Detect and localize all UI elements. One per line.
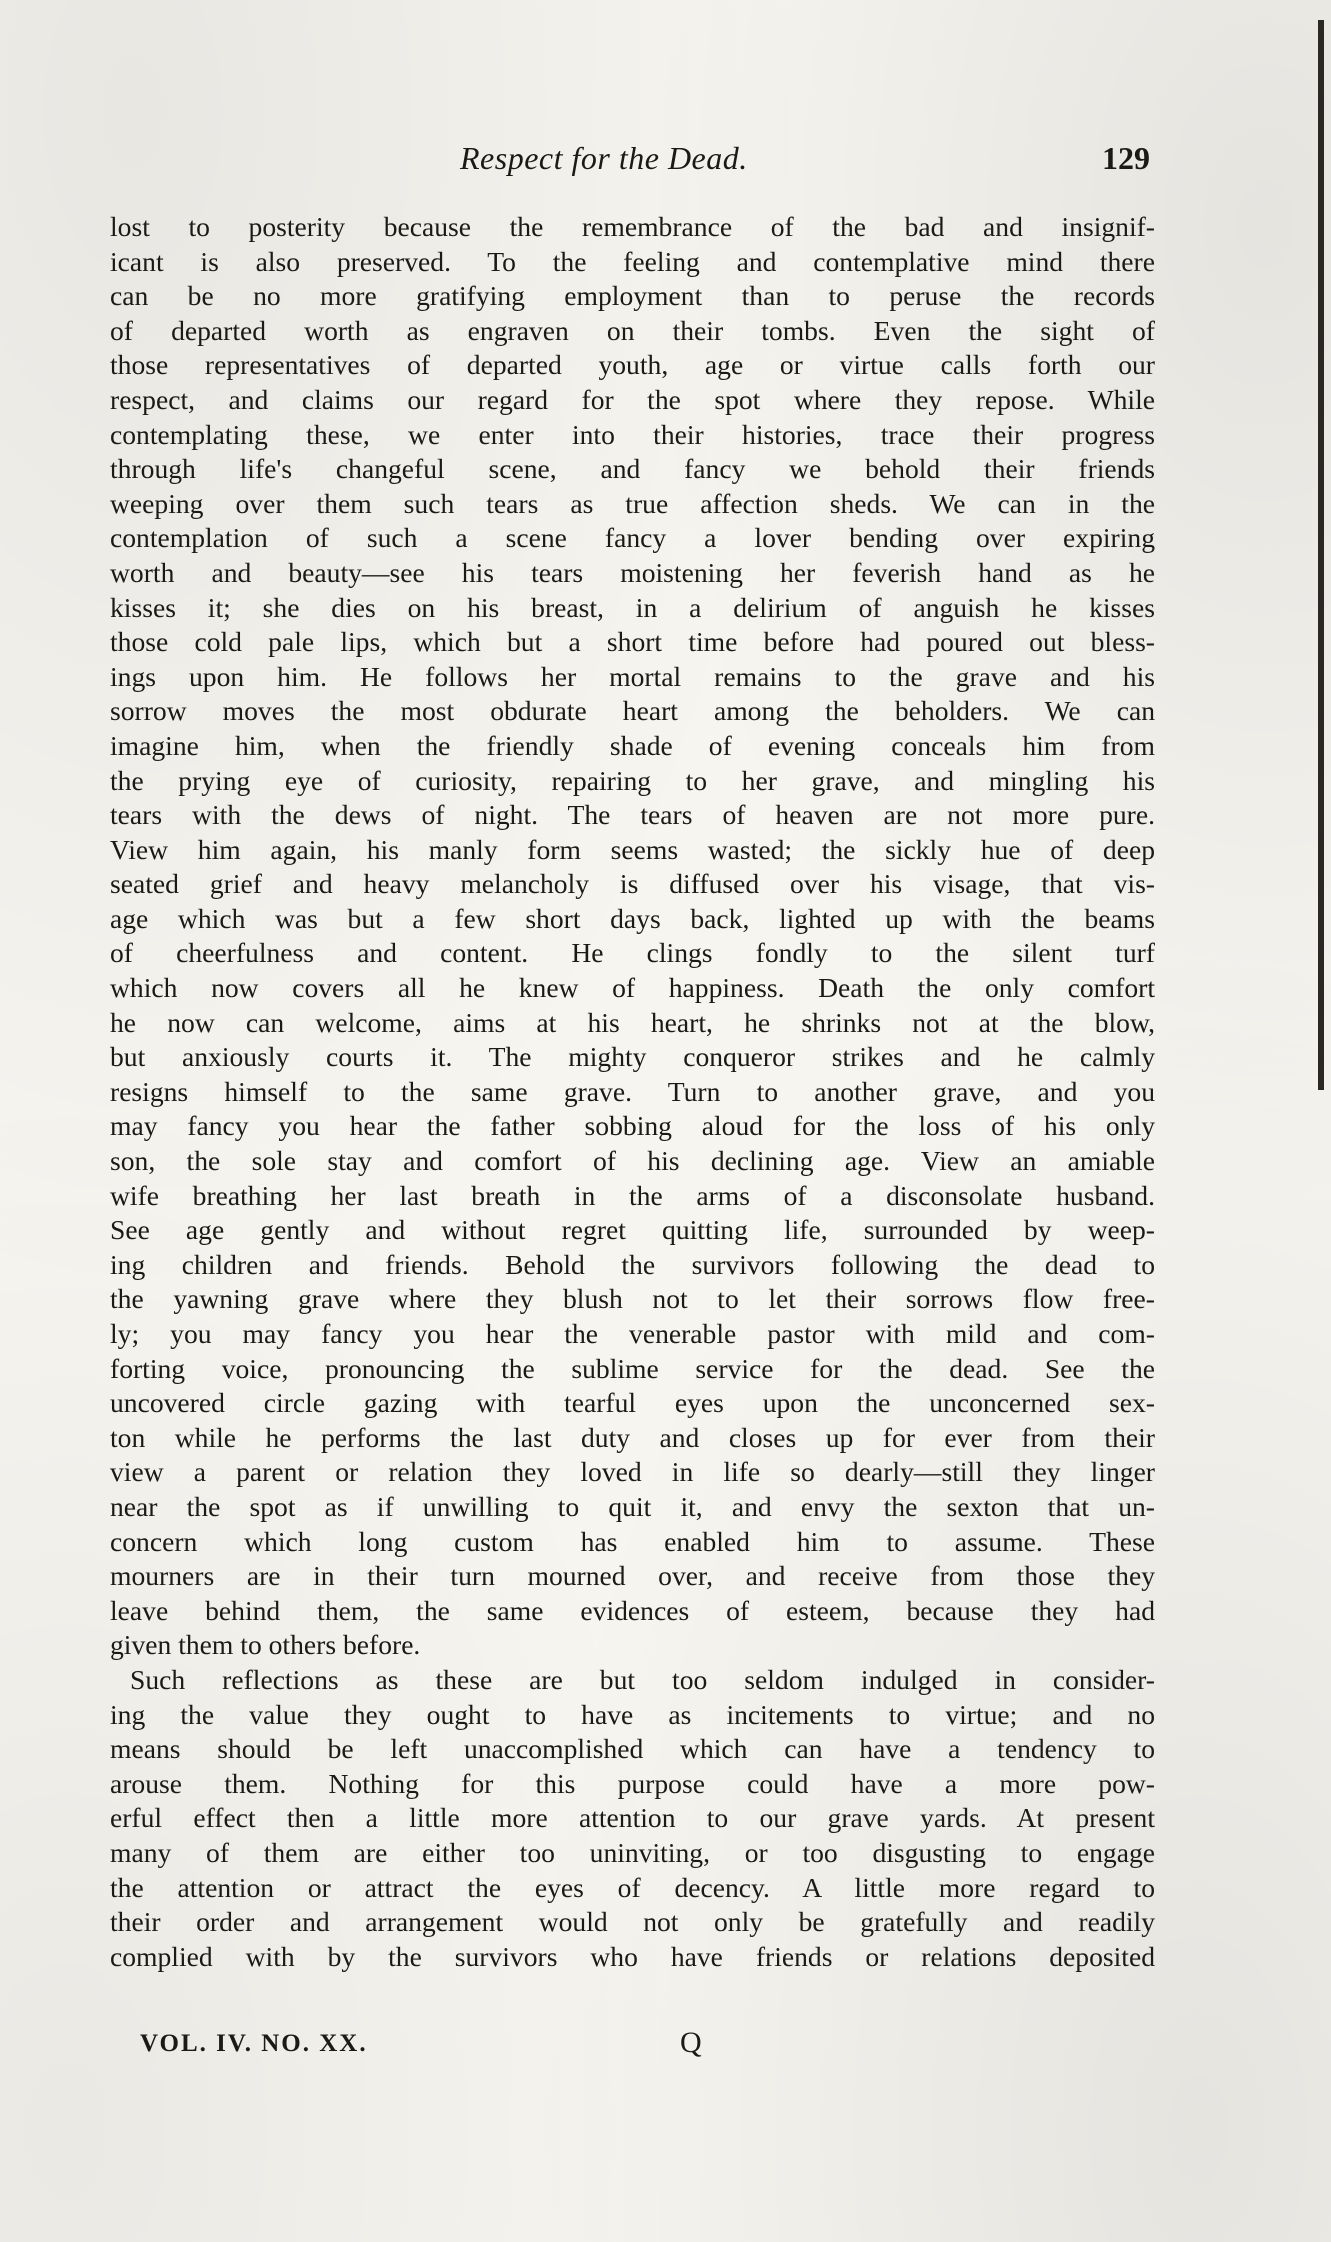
text-line: near the spot as if unwilling to quit it, and envy the sexton that un- bbox=[110, 1490, 1155, 1522]
text-line: weeping over them such tears as true affection sheds. We can in the bbox=[110, 487, 1155, 519]
text-line: worth and beauty—see his tears moistening her feverish hand as he bbox=[110, 556, 1155, 588]
body-text bbox=[110, 210, 1155, 1974]
text-line: their order and arrangement would not only be gratefully and readily bbox=[110, 1906, 1155, 1938]
text-line: the attention or attract the eyes of decency. A little more regard to bbox=[110, 1871, 1155, 1903]
text-line: of departed worth as engraven on their tombs. Even the sight of bbox=[110, 314, 1155, 346]
volume-signature: VOL. IV. NO. XX. bbox=[140, 2030, 368, 2057]
text-line: those representatives of departed youth, age or virtue calls forth our bbox=[110, 349, 1155, 381]
text-line: many of them are either too uninviting, or too disgusting to engage bbox=[110, 1836, 1155, 1868]
text-line: resigns himself to the same grave. Turn to another grave, and you bbox=[110, 1075, 1155, 1107]
text-line: See age gently and without regret quitting life, surrounded by weep- bbox=[110, 1214, 1155, 1246]
text-line: contemplation of such a scene fancy a lover bending over expiring bbox=[110, 522, 1155, 554]
text-line: ing children and friends. Behold the survivors following the dead to bbox=[110, 1248, 1155, 1280]
text-line: ly; you may fancy you hear the venerable pastor with mild and com- bbox=[110, 1318, 1155, 1349]
text-line: mourners are in their turn mourned over, and receive from those they bbox=[110, 1560, 1155, 1592]
text-line: those cold pale lips, which but a short time before had poured out bless- bbox=[110, 626, 1155, 658]
text-line: he now can welcome, aims at his heart, he shrinks not at the blow, bbox=[110, 1006, 1155, 1038]
text-line: may fancy you hear the father sobbing aloud for the loss of his only bbox=[110, 1110, 1155, 1142]
text-line: tears with the dews of night. The tears of heaven are not more pure. bbox=[110, 799, 1155, 831]
margin-rule bbox=[1318, 20, 1324, 1090]
text-line: ings upon him. He follows her mortal remains to the grave and his bbox=[110, 660, 1155, 692]
text-line: forting voice, pronouncing the sublime service for the dead. See the bbox=[110, 1352, 1155, 1384]
page-footer bbox=[140, 2026, 1140, 2070]
text-line: kisses it; she dies on his breast, in a delirium of anguish he kisses bbox=[110, 591, 1155, 623]
text-line: respect, and claims our regard for the spot where they repose. While bbox=[110, 383, 1155, 415]
text-line: of cheerfulness and content. He clings fondly to the silent turf bbox=[110, 937, 1155, 969]
text-line: wife breathing her last breath in the arms of a disconsolate husband. bbox=[110, 1179, 1155, 1211]
running-title: Respect for the Dead. bbox=[460, 140, 748, 176]
text-line: means should be left unaccomplished which can have a tendency to bbox=[110, 1733, 1155, 1765]
text-line: Such reflections as these are but too seldom indulged in consider- bbox=[130, 1663, 1155, 1695]
text-line: lost to posterity because the remembrance of the bad and insignif- bbox=[110, 211, 1155, 242]
text-line: contemplating these, we enter into their histories, trace their progress bbox=[110, 418, 1155, 450]
text-line: can be no more gratifying employment than to peruse the records bbox=[110, 280, 1155, 312]
text-line: through life's changeful scene, and fancy we behold their friends bbox=[110, 453, 1155, 485]
text-line: the yawning grave where they blush not to let their sorrows flow free- bbox=[110, 1283, 1155, 1315]
page-header bbox=[110, 140, 1150, 184]
text-line: but anxiously courts it. The mighty conqueror strikes and he calmly bbox=[110, 1041, 1155, 1073]
text-line: age which was but a few short days back, lighted up with the beams bbox=[110, 902, 1155, 934]
signature-letter: Q bbox=[680, 2026, 702, 2059]
text-line: view a parent or relation they loved in life so dearly—still they linger bbox=[110, 1456, 1155, 1488]
text-line: complied with by the survivors who have friends or relations deposited bbox=[110, 1940, 1155, 1972]
text-line: which now covers all he knew of happiness. Death the only comfort bbox=[110, 972, 1155, 1004]
text-line: ing the value they ought to have as incitements to virtue; and no bbox=[110, 1698, 1155, 1730]
text-line: arouse them. Nothing for this purpose could have a more pow- bbox=[110, 1767, 1155, 1799]
page-number: 129 bbox=[1102, 140, 1150, 176]
text-line: View him again, his manly form seems wasted; the sickly hue of deep bbox=[110, 833, 1155, 865]
text-line: sorrow moves the most obdurate heart among the beholders. We can bbox=[110, 695, 1155, 727]
text-line: given them to others before. bbox=[110, 1629, 421, 1661]
text-line: leave behind them, the same evidences of esteem, because they had bbox=[110, 1594, 1155, 1626]
text-line: the prying eye of curiosity, repairing to her grave, and mingling his bbox=[110, 764, 1155, 796]
text-line: ton while he performs the last duty and closes up for ever from their bbox=[110, 1421, 1155, 1453]
text-line: imagine him, when the friendly shade of evening conceals him from bbox=[110, 729, 1155, 761]
text-line: son, the sole stay and comfort of his declining age. View an amiable bbox=[110, 1145, 1155, 1177]
text-line: uncovered circle gazing with tearful eyes upon the unconcerned sex- bbox=[110, 1387, 1155, 1419]
text-line: erful effect then a little more attention to our grave yards. At present bbox=[110, 1802, 1155, 1834]
text-line: seated grief and heavy melancholy is diffused over his visage, that vis- bbox=[110, 868, 1155, 900]
text-line: concern which long custom has enabled him to assume. These bbox=[110, 1525, 1155, 1557]
text-line: icant is also preserved. To the feeling and contemplative mind there bbox=[110, 245, 1155, 277]
